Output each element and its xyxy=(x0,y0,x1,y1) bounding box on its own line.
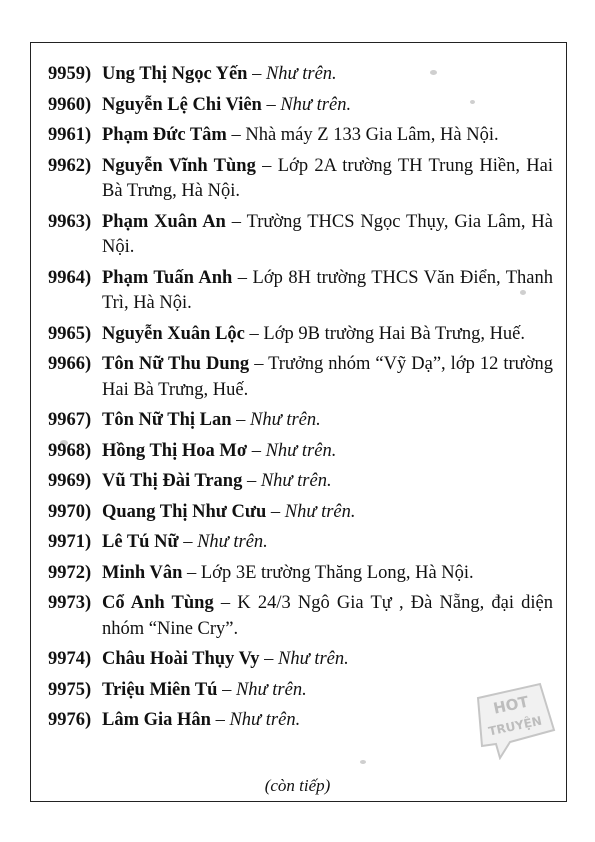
entry-number: 9971) xyxy=(48,532,92,552)
entry-number: 9966) xyxy=(48,354,92,374)
entry-detail: Như trên. xyxy=(284,501,356,522)
entry-number: 9970) xyxy=(48,501,92,522)
entry-list xyxy=(48,62,553,739)
entry-separator: – xyxy=(178,532,198,552)
entry-detail: Như trên. xyxy=(197,532,268,552)
entry-detail: Như trên. xyxy=(265,440,337,461)
entry-separator: – xyxy=(255,155,278,176)
logo-text-line1: HOT xyxy=(491,692,531,718)
entry-number: 9973) xyxy=(48,593,92,613)
entry-name: Cổ Anh Tùng xyxy=(102,593,214,613)
entry-detail: Như trên. xyxy=(250,410,321,430)
entry-separator: – xyxy=(231,410,251,430)
entry-detail: Trưởng nhóm “Vỹ Dạ”, lớp 12 trường Hai Bà Trưng, Huế. xyxy=(102,354,553,400)
scan-speck xyxy=(360,760,366,764)
list-item xyxy=(48,408,553,434)
entry-text xyxy=(102,123,553,149)
entry-detail: Trường THCS Ngọc Thụy, Gia Lâm, Hà Nội. xyxy=(102,211,553,257)
entry-name: Phạm Xuân An xyxy=(102,211,226,232)
entry-name: Hồng Thị Hoa Mơ xyxy=(102,440,248,461)
entry-text xyxy=(102,62,553,88)
list-item xyxy=(48,530,553,556)
entry-number: 9974) xyxy=(48,649,92,669)
entry-name: Nguyễn Lệ Chi Viên xyxy=(102,94,262,115)
entry-detail: Như trên. xyxy=(260,471,332,491)
entry-separator: – xyxy=(266,501,285,522)
entry-detail: Như trên. xyxy=(278,649,349,669)
entry-text xyxy=(102,210,553,261)
list-item xyxy=(48,439,553,465)
entry-number: 9964) xyxy=(48,267,92,288)
entry-number: 9975) xyxy=(48,679,92,700)
entry-text xyxy=(102,469,553,495)
list-item xyxy=(48,469,553,495)
list-item xyxy=(48,322,553,348)
entry-number: 9969) xyxy=(48,471,92,491)
entry-separator: – xyxy=(247,440,266,461)
list-item xyxy=(48,93,553,119)
entry-text xyxy=(102,647,553,673)
entry-text xyxy=(102,591,553,642)
continued-note: (còn tiếp) xyxy=(264,776,331,795)
entry-text xyxy=(102,322,553,348)
entry-separator: – xyxy=(217,679,236,700)
hot-truyen-watermark-logo xyxy=(470,680,560,760)
entry-name: Nguyễn Vĩnh Tùng xyxy=(102,155,256,176)
entry-number: 9976) xyxy=(48,710,92,730)
entry-detail: Như trên. xyxy=(265,64,337,84)
entry-number: 9968) xyxy=(48,440,92,461)
entry-name: Phạm Đức Tâm xyxy=(102,125,227,145)
entry-separator: – xyxy=(210,710,230,730)
entry-separator: – xyxy=(213,593,238,613)
entry-detail: Như trên. xyxy=(235,679,307,700)
entry-name: Minh Vân xyxy=(102,562,183,583)
entry-detail: Nhà máy Z 133 Gia Lâm, Hà Nội. xyxy=(245,125,499,145)
entry-name: Ung Thị Ngọc Yến xyxy=(102,64,248,84)
entry-number: 9972) xyxy=(48,562,92,583)
entry-separator: – xyxy=(259,649,279,669)
list-item xyxy=(48,266,553,317)
entry-number: 9960) xyxy=(48,94,92,115)
logo-text-line2: TRUYỆN xyxy=(487,713,544,739)
list-item xyxy=(48,561,553,587)
entry-separator: – xyxy=(249,354,269,374)
entry-detail: Như trên. xyxy=(280,94,352,115)
entry-name: Tôn Nữ Thu Dung xyxy=(102,354,250,374)
entry-text xyxy=(102,93,553,119)
entry-text xyxy=(102,439,553,465)
entry-name: Tôn Nữ Thị Lan xyxy=(102,410,232,430)
entry-name: Quang Thị Như Cưu xyxy=(102,501,267,522)
entry-separator: – xyxy=(225,211,247,232)
list-item xyxy=(48,591,553,642)
entry-detail: Lớp 3E trường Thăng Long, Hà Nội. xyxy=(200,562,474,583)
entry-name: Vũ Thị Đài Trang xyxy=(102,471,243,491)
entry-name: Phạm Tuấn Anh xyxy=(102,267,233,288)
entry-separator: – xyxy=(261,94,281,115)
entry-number: 9965) xyxy=(48,323,92,344)
list-item xyxy=(48,62,553,88)
entry-separator: – xyxy=(242,471,261,491)
entry-text xyxy=(102,352,553,403)
entry-detail: Như trên. xyxy=(229,710,301,730)
entry-separator: – xyxy=(244,323,264,344)
entry-name: Nguyễn Xuân Lộc xyxy=(102,323,245,344)
entry-name: Lê Tú Nữ xyxy=(102,532,179,552)
entry-text xyxy=(102,500,553,526)
entry-text xyxy=(102,530,553,556)
entry-separator: – xyxy=(247,64,266,84)
entry-number: 9963) xyxy=(48,211,92,232)
entry-text xyxy=(102,154,553,205)
entry-detail: Lớp 2A trường TH Trung Hiền, Hai Bà Trưng, Hà Nội. xyxy=(102,155,553,201)
list-item xyxy=(48,352,553,403)
entry-number: 9962) xyxy=(48,155,92,176)
entry-number: 9961) xyxy=(48,125,92,145)
entry-name: Lâm Gia Hân xyxy=(102,710,211,730)
entry-number: 9959) xyxy=(48,64,92,84)
list-item xyxy=(48,210,553,261)
entry-detail: Lớp 9B trường Hai Bà Trưng, Huế. xyxy=(263,323,526,344)
entry-separator: – xyxy=(232,267,253,288)
list-item xyxy=(48,647,553,673)
entry-text xyxy=(102,266,553,317)
entry-detail: K 24/3 Ngô Gia Tự , Đà Nẵng, đại diện nhóm “Nine Cry”. xyxy=(102,593,553,639)
entry-separator: – xyxy=(226,125,246,145)
entry-separator: – xyxy=(182,562,201,583)
entry-detail: Lớp 8H trường THCS Văn Điển, Thanh Trì, Hà Nội. xyxy=(102,267,553,313)
entry-name: Triệu Miên Tú xyxy=(102,679,218,700)
list-item xyxy=(48,500,553,526)
list-item xyxy=(48,154,553,205)
entry-text xyxy=(102,408,553,434)
entry-number: 9967) xyxy=(48,410,92,430)
list-item xyxy=(48,123,553,149)
entry-name: Châu Hoài Thụy Vy xyxy=(102,649,260,669)
entry-text xyxy=(102,561,553,587)
